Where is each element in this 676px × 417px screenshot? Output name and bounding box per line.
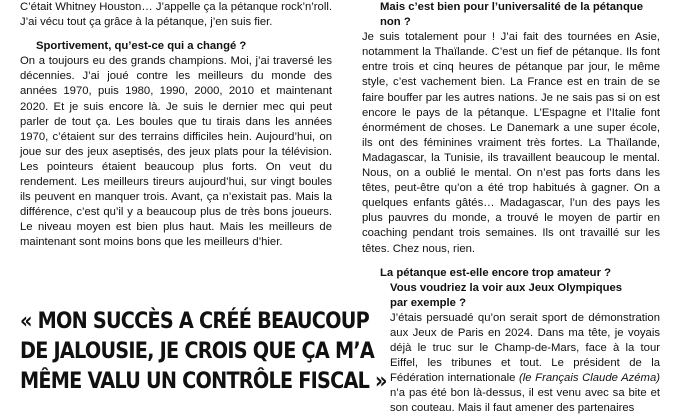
- answer-text-part-2: n’a pas été bon là-dessus, il est venu avec sa bite et son couteau. Mais il faut amener des partenaires: [390, 387, 660, 415]
- question-heading-universalite: Mais c’est bien pour l’universalité de la pétanque non ?: [380, 1, 644, 29]
- answer-text-part-1: J’étais persuadé qu’on serait sport de démonstration aux Jeux de Paris en 2024. Dans ma tête, je voyais déjà le truc sur le Champ-de-Mars, face à la tour Eiffel, les tribunes et tout. Le président de la Fédération internationale: [390, 311, 660, 385]
- pull-quote: [20, 306, 387, 396]
- paragraph-answer-sportivement: On a toujours eu des grands champions. Moi, j’ai traversé les décennies. J’ai joué contre les meilleurs du monde des années 1970, puis 1980, 1990, 2000, 2010 et maintenant 2020. Et je suis encore là. Je suis le dernier mec qui peut parler de tout ça. Les boules que tu tirais dans les années 1970, c’étaient sur des terrains difficiles hein. Aujourd’hui, on joue sur des jeux aseptisés, des jeux plats pour la télévision. Les pointeurs étaient beaucoup plus forts. On veut du rendement. Les meilleurs tireurs aujourd’hui, sur vingt boules ils peuvent en manquer trois. Avant, ça n’existait pas. Mais la différence, c’est qu’il y a beaucoup plus de très bons joueurs. Le niveau moyen est bien plus haut. Mais les meilleurs de maintenant sont moins bons que les meilleurs d’hier.: [20, 55, 332, 249]
- question-line-1: Vous voudriez la voir aux Jeux Olympiques: [390, 281, 623, 294]
- answer-text-italic: (le Français Claude Azéma): [519, 372, 660, 385]
- left-column: [20, 0, 332, 251]
- pull-quote-line-3: MÊME VALU UN CONTRÔLE FISCAL »: [20, 368, 387, 394]
- question-line-2: par exemple ?: [390, 296, 466, 309]
- paragraph-answer-jeux-olympiques: [390, 311, 660, 417]
- question-heading-sportivement: Sportivement, qu’est-ce qui a changé ?: [36, 40, 247, 53]
- answer-block-jeux-olympiques: [362, 311, 660, 417]
- paragraph-answer-universalite: Je suis totalement pour ! J’ai fait des tournées en Asie, notamment la Thaïlande. C’est un fief de pétanque. Ils font entre trois et cinq heures de pétanque par jour, le même style, c’est vachement bien. La France est en train de se faire bouffer par les autres nations. Je ne sais pas si on est encore le pays de la pétanque. L’Espagne et l’Italie font énormément de choses. Le Danemark a une super école, ils ont des féminines vraiment très fortes. La Thaïlande, Madagascar, la Tunisie, ils travaillent beaucoup le mental. Nous, on a oublié le mental. On n’est pas forts dans les têtes, peut-être qu’on a été trop habitués à gagner. On a quelques enfants gâtés… Madagascar, l’un des pays les plus pauvres du monde, a trouvé le moyen de partir en coaching pendant trois semaines. Ils ont travaillé sur les têtes. Chez nous, rien.: [362, 31, 660, 255]
- question-heading-jeux-olympiques: [362, 281, 660, 311]
- question-heading-amateur: La pétanque est-elle encore trop amateur ?: [380, 266, 612, 279]
- pull-quote-line-2: DE JALOUSIE, JE CROIS QUE ÇA M’A: [20, 338, 375, 364]
- paragraph-intro: C’était Whitney Houston… J’appelle ça la pétanque rock’n’roll. J’ai vécu tout ça grâce à la pétanque, j’en suis fier.: [20, 1, 332, 29]
- right-column: [362, 0, 660, 417]
- pull-quote-line-1: « MON SUCCÈS A CRÉÉ BEAUCOUP: [20, 308, 369, 334]
